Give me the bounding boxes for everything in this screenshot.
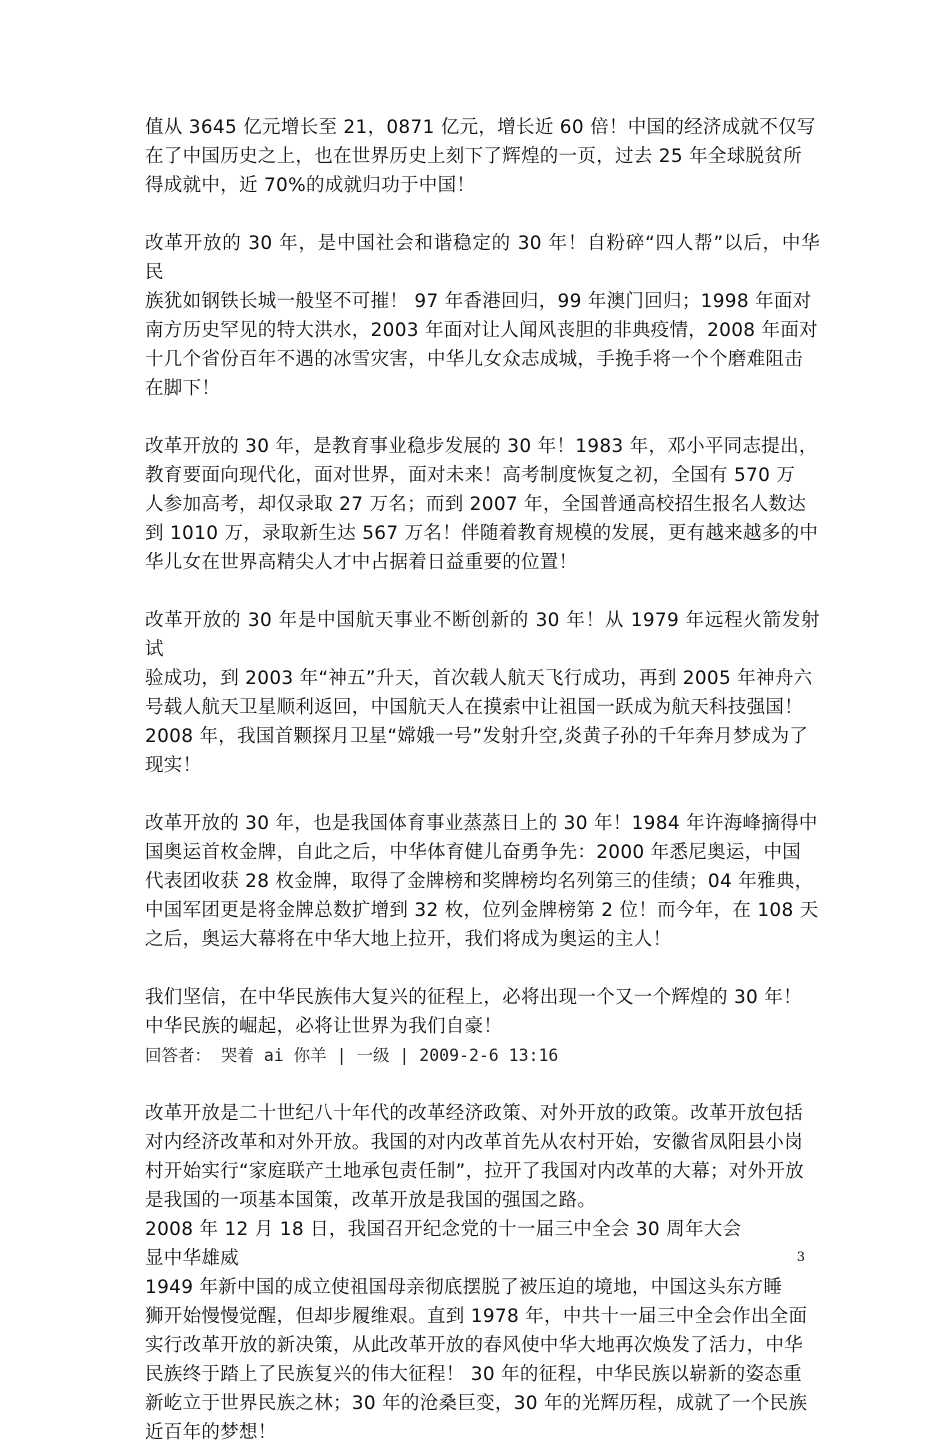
page-number: 3 — [796, 1250, 805, 1265]
paragraph-anniversary: 2008 年 12 月 18 日，我国召开纪念党的十一届三中全会 30 周年大会 显中华雄威 — [145, 1219, 742, 1269]
answer-meta: 回答者： 哭着 ai 你羊 | 一级 | 2009-2-6 13:16 — [145, 1046, 559, 1065]
paragraph-gap — [145, 1070, 820, 1099]
paragraph-gap — [145, 403, 820, 432]
paragraph-aerospace: 改革开放的 30 年是中国航天事业不断创新的 30 年！从 1979 年远程火箭发射试 验成功，到 2003 年“神五”升天，首次载人航天飞行成功，再到 2005 年神舟六 号载人航天卫星顺利返回，中国航天人在摸索中让祖国一跃成为航天科技强国！ 2008 年，我国首颗探月卫星“嫦娥一号”发射升空,炎黄子孙的千年奔月梦成为了 现实！ — [145, 610, 820, 776]
paragraph-conclusion: 我们坚信，在中华民族伟大复兴的征程上，必将出现一个又一个辉煌的 30 年！ 中华民族的崛起，必将让世界为我们自豪！ — [145, 987, 802, 1037]
paragraph-sports: 改革开放的 30 年，也是我国体育事业蒸蒸日上的 30 年！1984 年许海峰摘得中 国奥运首枚金牌，自此之后，中华体育健儿奋勇争先：2000 年悉尼奥运，中国 代表团收获 28 枚金牌，取得了金牌榜和奖牌榜均名列第三的佳绩；04 年雅典， 中国军团更是将金牌总数扩增到 32 枚，位列金牌榜第 2 位！而今年，在 108 天 之后，奥运大幕将在中华大地上拉开，我们将成为奥运的主人！ — [145, 813, 819, 950]
paragraph-gap — [145, 954, 820, 983]
paragraph-stability: 改革开放的 30 年，是中国社会和谐稳定的 30 年！自粉碎“四人帮”以后，中华民 族犹如钢铁长城一般坚不可摧！ 97 年香港回归，99 年澳门回归；1998 年面对 南方历史罕见的特大洪水，2003 年面对让人闻风丧胆的非典疫情，2008 年面对 十几个省份百年不遇的冰雪灾害，中华儿女众志成城，手挽手将一个个磨难阻击 在脚下！ — [145, 233, 820, 399]
paragraph-gap — [145, 577, 820, 606]
paragraph-reform-definition: 改革开放是二十世纪八十年代的改革经济政策、对外开放的政策。改革开放包括 对内经济改革和对外开放。我国的对内改革首先从农村开始，安徽省凤阳县小岗 村开始实行“家庭联产土地承包责任制”，拉开了我国对内改革的大幕；对外开放 是我国的一项基本国策，改革开放是我国的强国之路。 — [145, 1103, 804, 1211]
paragraph-history: 1949 年新中国的成立使祖国母亲彻底摆脱了被压迫的境地，中国这头东方睡 狮开始慢慢觉醒，但却步履维艰。直到 1978 年，中共十一届三中全会作出全面 实行改革开放的新决策，从此改革开放的春风使中华大地再次焕发了活力，中华 民族终于踏上了民族复兴的伟大征程！ 30 年的征程，中华民族以崭新的姿态重 新屹立于世界民族之林；30 年的沧桑巨变，30 年的光辉历程，成就了一个民族 近百年的梦想！ — [145, 1277, 808, 1443]
paragraph-gap — [145, 780, 820, 809]
paragraph-education: 改革开放的 30 年，是教育事业稳步发展的 30 年！1983 年，邓小平同志提出， 教育要面向现代化，面对世界，面对未来！高考制度恢复之初，全国有 570 万 人参加高考，却仅录取 27 万名；而到 2007 年，全国普通高校招生报名人数达 到 1010 万，录取新生达 567 万名！伴随着教育规模的发展，更有越来越多的中 华儿女在世界高精尖人才中占据着日益重要的位置！ — [145, 436, 819, 573]
paragraph-economy: 值从 3645 亿元增长至 21，0871 亿元，增长近 60 倍！中国的经济成就不仅写 在了中国历史之上，也在世界历史上刻下了辉煌的一页，过去 25 年全球脱贫所 得成就中，近 70%的成就归功于中国！ — [145, 117, 816, 196]
paragraph-gap — [145, 200, 820, 229]
document-body — [145, 113, 820, 1447]
